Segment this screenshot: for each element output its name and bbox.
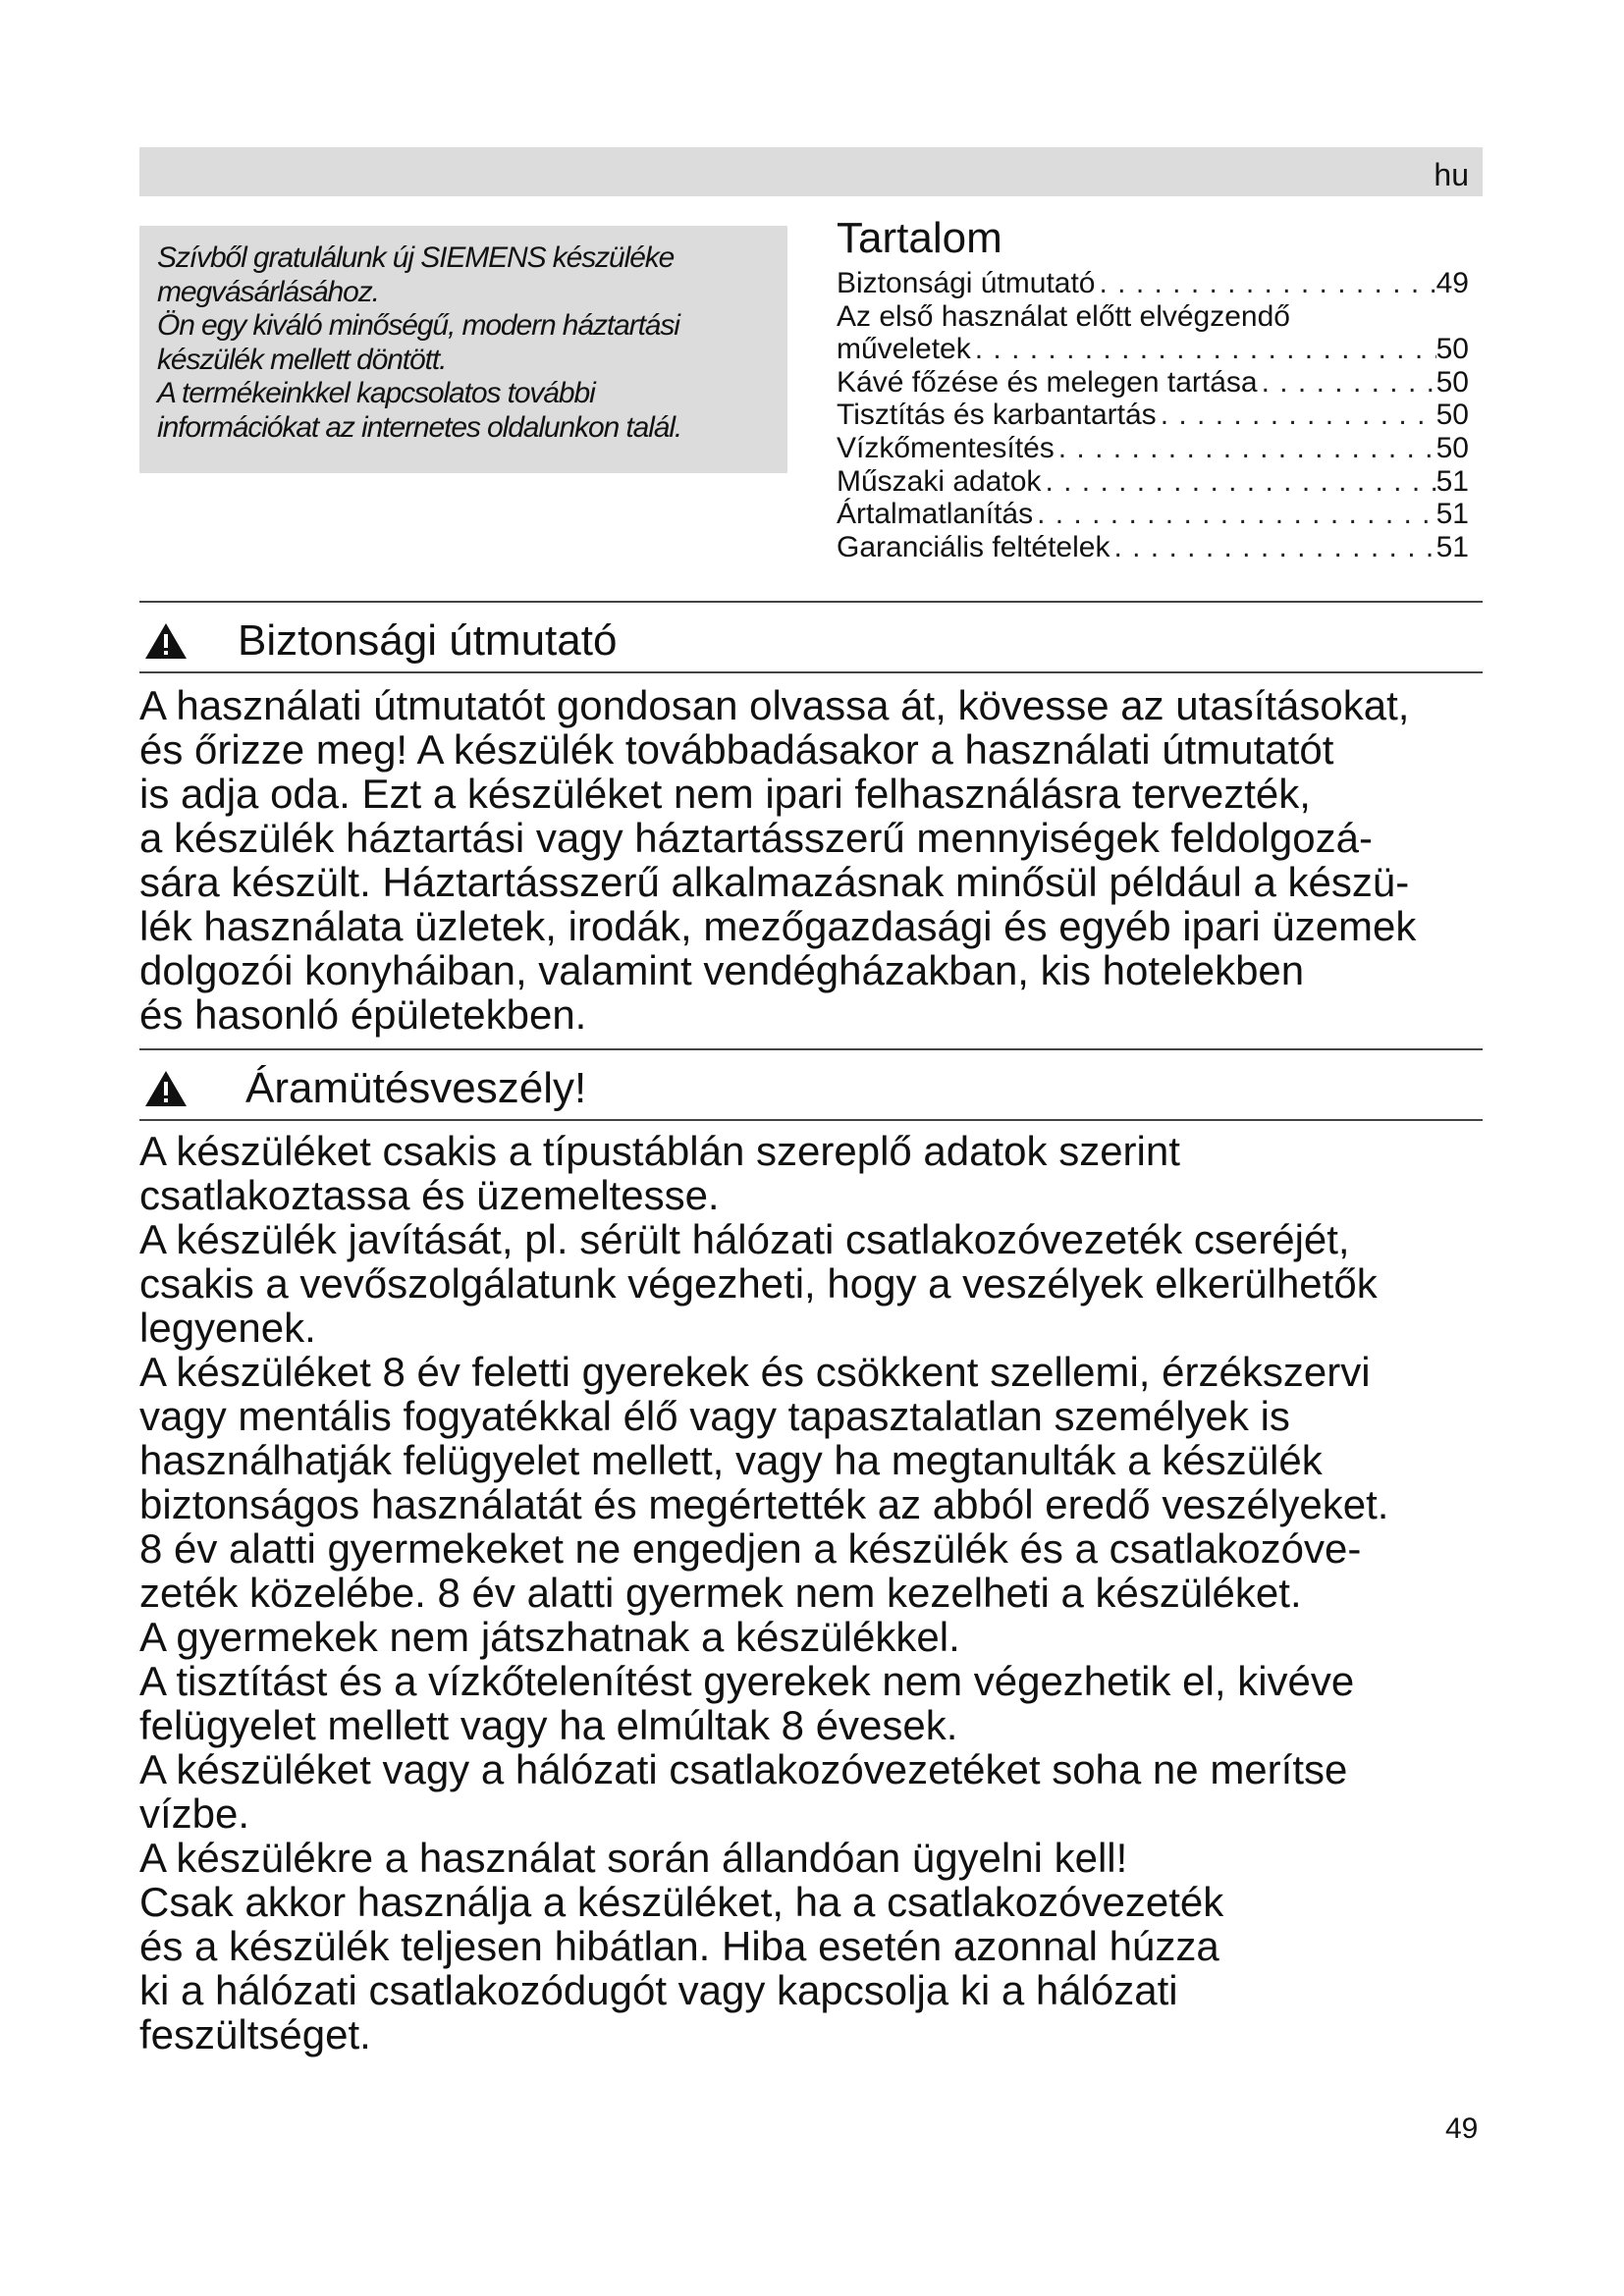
toc-dot-leader bbox=[1041, 465, 1435, 499]
toc-entry-page: 51 bbox=[1435, 464, 1469, 498]
intro-line: készülék mellett döntött. bbox=[157, 343, 447, 376]
text-line: A készülék javítását, pl. sérült hálózati csatlakozóvezeték cseréjét, bbox=[139, 1216, 1350, 1262]
text-line: felügyelet mellett vagy ha elmúltak 8 évesek. bbox=[139, 1702, 958, 1748]
text-line: zeték közelébe. 8 év alatti gyermek nem kezelheti a készüléket. bbox=[139, 1570, 1302, 1616]
warning-triangle-icon bbox=[143, 1069, 189, 1108]
toc-dot-leader bbox=[1055, 432, 1436, 465]
text-line: dolgozói konyháiban, valamint vendégházakban, kis hotelekben bbox=[139, 947, 1305, 993]
text-line: 8 év alatti gyermekeket ne engedjen a készülék és a csatlakozóve- bbox=[139, 1525, 1362, 1572]
section-rule-bottom bbox=[139, 671, 1483, 673]
toc-entry-label: Műszaki adatok bbox=[837, 464, 1042, 498]
section-rule-top bbox=[139, 1048, 1483, 1050]
text-line: csatlakoztassa és üzemeltesse. bbox=[139, 1172, 720, 1218]
text-line: használhatják felügyelet mellett, vagy ha megtanulták a készülék bbox=[139, 1437, 1323, 1483]
text-line: vagy mentális fogyatékkal élő vagy tapasztalatlan személyek is bbox=[139, 1393, 1290, 1439]
toc-entry-label: Garanciális feltételek bbox=[837, 530, 1110, 563]
toc-dot-leader bbox=[1258, 366, 1436, 400]
toc-entry-page: 50 bbox=[1435, 399, 1469, 432]
intro-line: Ön egy kiváló minőségű, modern háztartási bbox=[157, 309, 679, 342]
text-line: A készüléket csakis a típustáblán szereplő adatok szerint bbox=[139, 1128, 1180, 1174]
text-line: lék használata üzletek, irodák, mezőgazdasági és egyéb ipari üzemek bbox=[139, 903, 1417, 949]
text-line: és a készülék teljesen hibátlan. Hiba esetén azonnal húzza bbox=[139, 1923, 1219, 1969]
header-bar bbox=[139, 147, 1483, 196]
text-line: feszültséget. bbox=[139, 2011, 371, 2057]
toc-entry-page: 50 bbox=[1435, 333, 1469, 366]
toc-entry-label-cont: műveletek bbox=[837, 333, 971, 366]
text-line: Csak akkor használja a készüléket, ha a csatlakozóvezeték bbox=[139, 1879, 1224, 1925]
toc-entry[interactable] bbox=[837, 399, 1483, 432]
toc-entry[interactable] bbox=[837, 531, 1483, 564]
toc-entry-page: 50 bbox=[1435, 431, 1469, 464]
intro-line: Szívből gratulálunk új SIEMENS készüléke bbox=[157, 241, 675, 274]
text-line: a készülék háztartási vagy háztartásszerű mennyiségek feldolgozá- bbox=[139, 815, 1373, 861]
text-line: vízbe. bbox=[139, 1790, 250, 1837]
section-rule-bottom bbox=[139, 1119, 1483, 1121]
warning-triangle-icon bbox=[143, 621, 189, 661]
toc-entry-page: 51 bbox=[1435, 498, 1469, 531]
section-title: Biztonsági útmutató bbox=[238, 616, 618, 665]
section-rule-top bbox=[139, 601, 1483, 603]
intro-line: információkat az internetes oldalunkon talál. bbox=[157, 410, 682, 444]
intro-box bbox=[139, 226, 787, 473]
toc-entry[interactable] bbox=[837, 498, 1483, 531]
section-body-electric-shock bbox=[139, 1129, 1494, 2056]
toc-entry[interactable] bbox=[837, 432, 1483, 465]
toc-dot-leader bbox=[1033, 498, 1436, 531]
toc-entry-page: 50 bbox=[1435, 365, 1469, 399]
toc-entry-page: 51 bbox=[1435, 530, 1469, 563]
toc-entry-label: Ártalmatlanítás bbox=[837, 498, 1034, 531]
toc-entry[interactable] bbox=[837, 333, 1483, 366]
text-line: biztonságos használatát és megértették az abból eredő veszélyeket. bbox=[139, 1481, 1389, 1527]
text-line: A készüléket vagy a hálózati csatlakozóvezetéket soha ne merítse bbox=[139, 1746, 1348, 1792]
section-heading-electric-shock bbox=[139, 1060, 1483, 1117]
text-line: is adja oda. Ezt a készüléket nem ipari felhasználásra tervezték, bbox=[139, 771, 1311, 817]
intro-line: megvásárlásához. bbox=[157, 275, 379, 308]
text-line: A gyermekek nem játszhatnak a készülékkel. bbox=[139, 1614, 960, 1660]
toc-entry[interactable] bbox=[837, 267, 1483, 300]
intro-line: A termékeinkkel kapcsolatos további bbox=[157, 377, 595, 409]
toc-dot-leader bbox=[971, 333, 1436, 366]
text-line: A készüléket 8 év feletti gyerekek és csökkent szellemi, érzékszervi bbox=[139, 1349, 1371, 1395]
toc-entry[interactable] bbox=[837, 366, 1483, 400]
section-heading-safety bbox=[139, 613, 1483, 669]
section-title: Áramütésveszély! bbox=[245, 1064, 587, 1112]
text-line: és őrizze meg! A készülék továbbadásakor a használati útmutatót bbox=[139, 726, 1334, 773]
text-line: A tisztítást és a vízkőtelenítést gyerekek nem végezhetik el, kivéve bbox=[139, 1658, 1355, 1704]
toc-dot-leader bbox=[1095, 267, 1435, 300]
text-line: A használati útmutatót gondosan olvassa át, kövesse az utasításokat, bbox=[139, 682, 1410, 728]
text-line: csakis a vevőszolgálatunk végezheti, hogy a veszélyek elkerülhetők bbox=[139, 1260, 1378, 1307]
text-line: legyenek. bbox=[139, 1305, 316, 1351]
toc-entry-page: 49 bbox=[1435, 267, 1469, 299]
text-line: ki a hálózati csatlakozódugót vagy kapcsolja ki a hálózati bbox=[139, 1967, 1178, 2013]
text-line: A készülékre a használat során állandóan ügyelni kell! bbox=[139, 1835, 1128, 1881]
toc-title: Tartalom bbox=[837, 214, 1002, 262]
toc-entry-label: Tisztítás és karbantartás bbox=[837, 399, 1157, 432]
toc-entry-label: Kávé főzése és melegen tartása bbox=[837, 365, 1258, 399]
table-of-contents bbox=[837, 267, 1483, 563]
text-line: sára készült. Háztartásszerű alkalmazásnak minősül például a készü- bbox=[139, 859, 1410, 905]
toc-dot-leader bbox=[1110, 531, 1435, 564]
toc-dot-leader bbox=[1157, 399, 1436, 432]
toc-entry-label: Vízkőmentesítés bbox=[837, 431, 1055, 464]
page-number: 49 bbox=[1445, 2112, 1479, 2145]
section-body-safety bbox=[139, 683, 1494, 1037]
toc-entry[interactable] bbox=[837, 465, 1483, 499]
toc-entry-label[interactable]: Az első használat előtt elvégzendő bbox=[837, 299, 1290, 333]
language-code: hu bbox=[1434, 157, 1469, 192]
toc-entry-label: Biztonsági útmutató bbox=[837, 267, 1096, 299]
text-line: és hasonló épületekben. bbox=[139, 991, 587, 1038]
